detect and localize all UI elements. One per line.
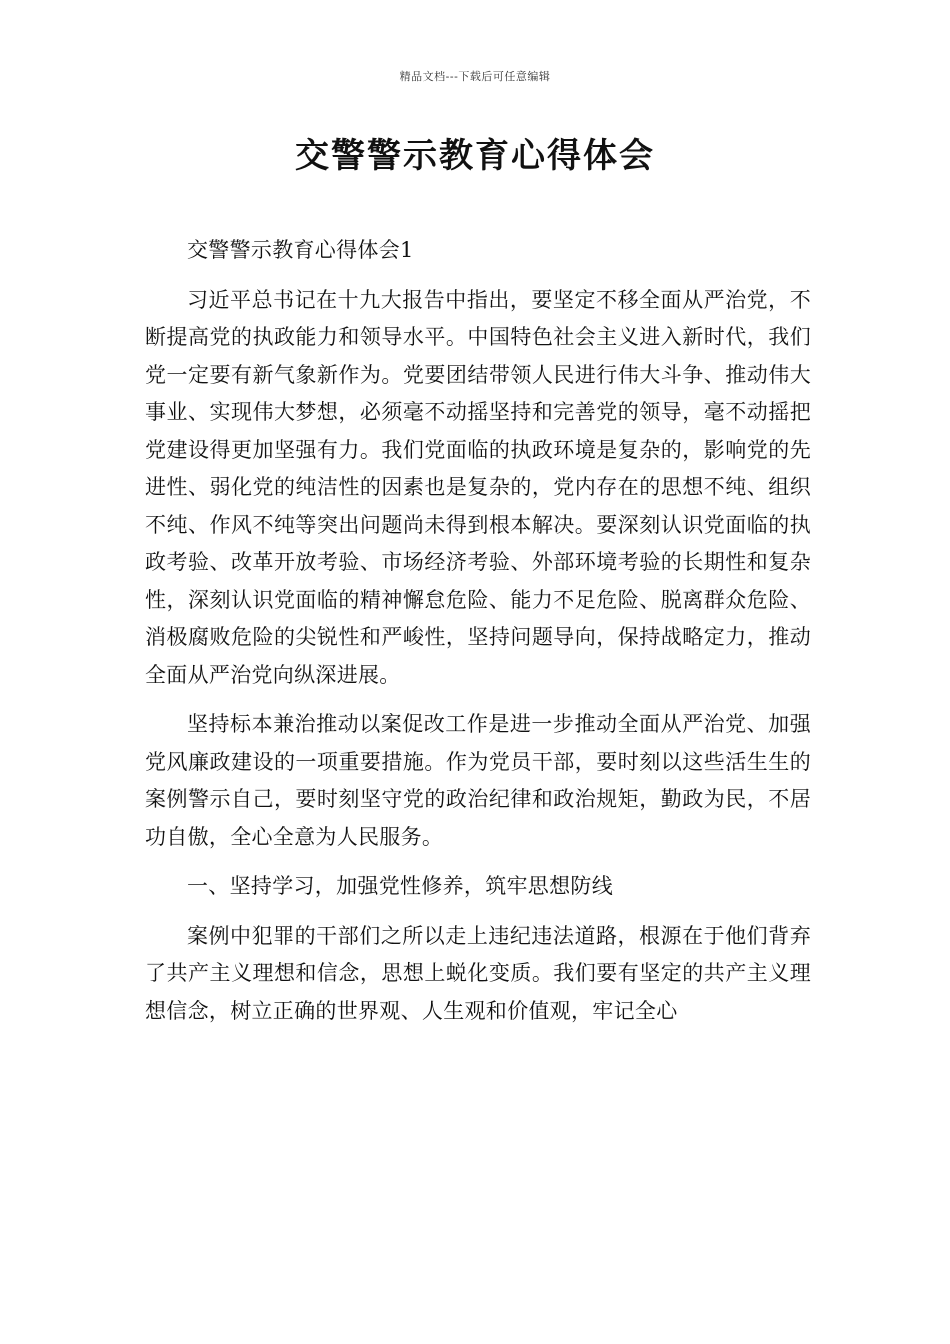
paragraph: 习近平总书记在十九大报告中指出，要坚定不移全面从严治党，不断提高党的执政能力和领导水平。中国特色社会主义进入新时代，我们党一定要有新气象新作为。党要团结带领人民进行伟大斗争、推动伟大事业、实现伟大梦想，必须毫不动摇坚持和完善党的领导，毫不动摇把党建设得更加坚强有力。我们党面临的执政环境是复杂的，影响党的先进性、弱化党的纯洁性的因素也是复杂的，党内存在的思想不纯、组织不纯、作风不纯等突出问题尚未得到根本解决。要深刻认识党面临的执政考验、改革开放考验、市场经济考验、外部环境考验的长期性和复杂性，深刻认识党面临的精神懈怠危险、能力不足危险、脱离群众危险、消极腐败危险的尖锐性和严峻性，坚持问题导向，保持战略定力，推动全面从严治党向纵深进展。	[145, 287, 811, 687]
document-title: 交警警示教育心得体会	[295, 136, 655, 176]
header-note: 精品文档---下载后可任意编辑	[399, 70, 551, 83]
paragraph: 坚持标本兼治推动以案促改工作是进一步推动全面从严治党、加强党风廉政建设的一项重要措施。作为党员干部，要时刻以这些活生生的案例警示自己，要时刻坚守党的政治纪律和政治规矩，勤政为民，不居功自傲，全心全意为人民服务。	[145, 712, 811, 849]
section-heading: 一、坚持学习，加强党性修养，筑牢思想防线	[187, 874, 613, 898]
paragraph-subtitle: 交警警示教育心得体会1	[187, 238, 414, 262]
paragraph: 案例中犯罪的干部们之所以走上违纪违法道路，根源在于他们背弃了共产主义理想和信念，思想上蜕化变质。我们要有坚定的共产主义理想信念，树立正确的世界观、人生观和价值观，牢记全心	[145, 923, 811, 1023]
document-body	[145, 232, 811, 1042]
